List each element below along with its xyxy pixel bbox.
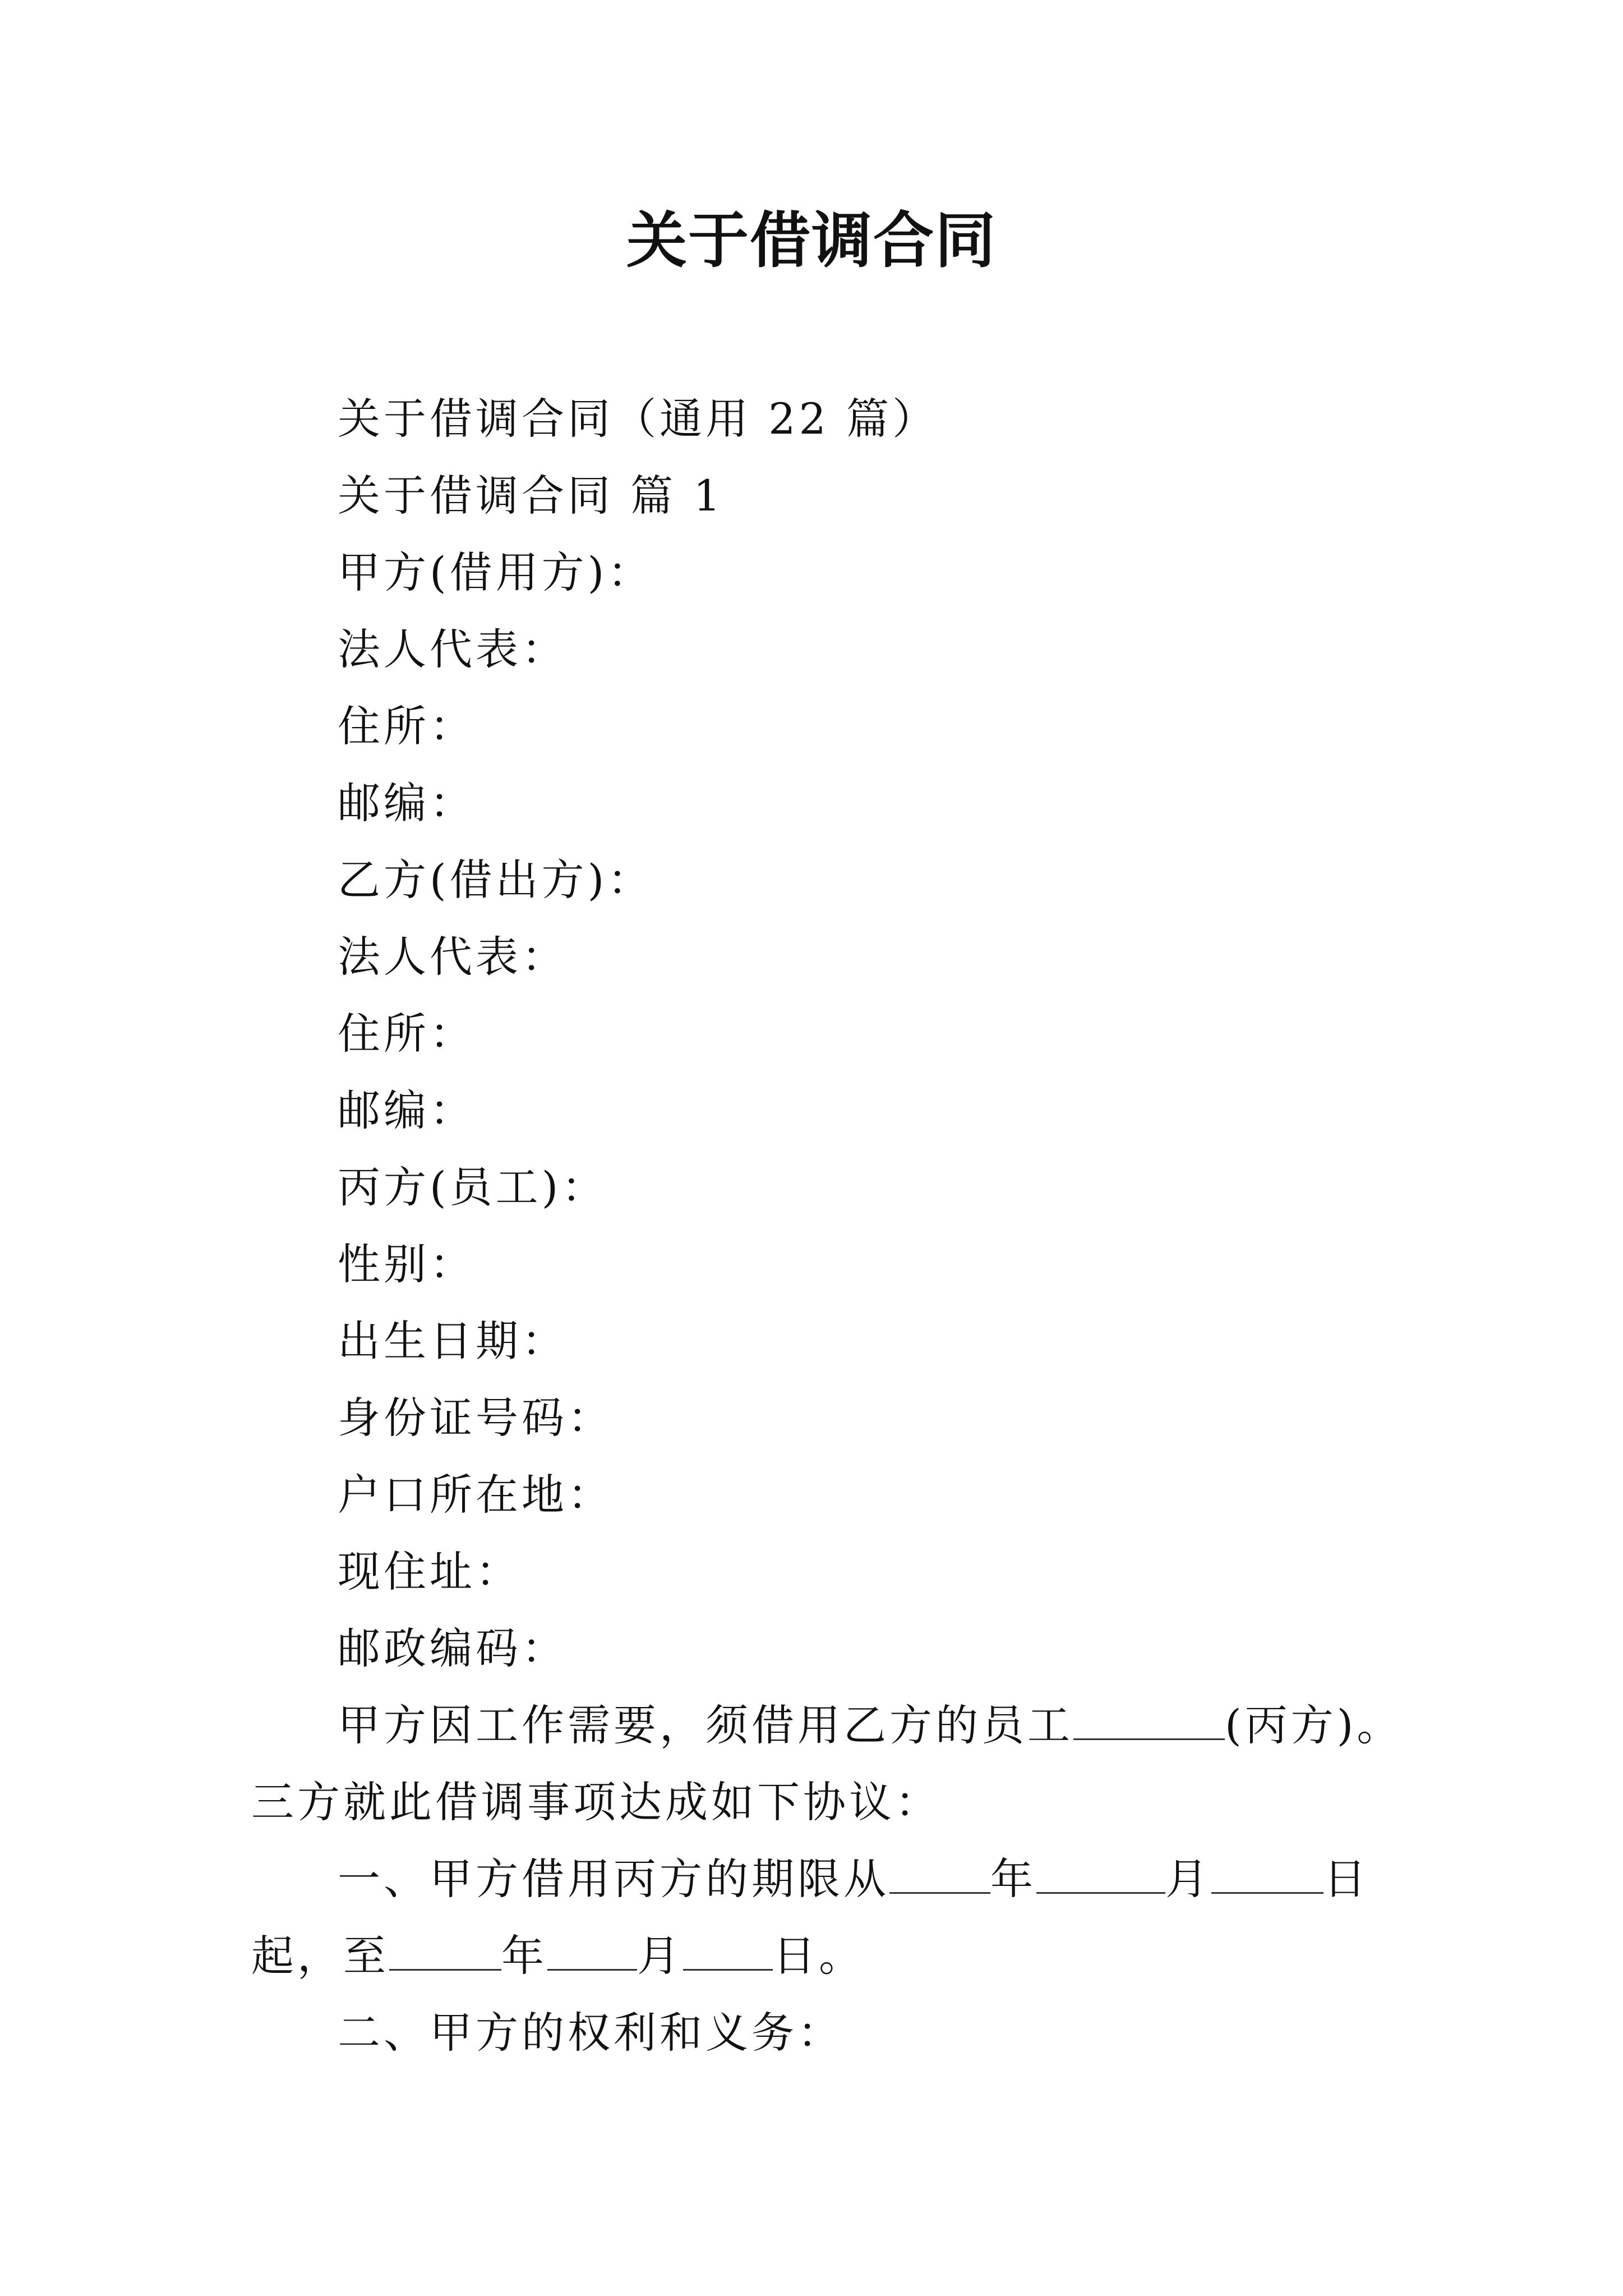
hukou-line: 户口所在地： <box>338 1470 614 1520</box>
document-body <box>251 380 1403 2071</box>
section-heading: 关于借调合同 篇 1 <box>338 471 724 521</box>
blank-end-year <box>389 1934 501 1971</box>
party-b-address-line: 住所： <box>338 1009 476 1059</box>
birth-date-line: 出生日期： <box>338 1316 568 1366</box>
subtitle-line: 关于借调合同（通用 22 篇） <box>338 394 939 444</box>
text-span: 月 <box>637 1931 683 1981</box>
paragraph-agreement-intro <box>251 1687 1403 1841</box>
blank-end-day <box>683 1934 773 1971</box>
text-span: 日 <box>1324 1854 1370 1904</box>
text-span: 日。 <box>773 1931 865 1981</box>
party-b-zip-line: 邮编： <box>338 1085 476 1135</box>
party-c-line: 丙方(员工)： <box>338 1162 608 1212</box>
party-a-address-line: 住所： <box>338 701 476 751</box>
text-span: 起，至 <box>251 1931 389 1981</box>
document-title: 关于借调合同 <box>626 206 997 276</box>
postal-code-line: 邮政编码： <box>338 1623 568 1673</box>
paragraph-line <box>251 1841 1395 1917</box>
blank-end-month <box>547 1934 637 1971</box>
party-b-rep-line: 法人代表： <box>338 932 568 982</box>
paragraph-rights-heading: 二、甲方的权利和义务： <box>338 2008 843 2058</box>
text-span: 年 <box>501 1931 547 1981</box>
blank-employee-name <box>1073 1704 1225 1740</box>
text-span: 月 <box>1165 1854 1211 1904</box>
paragraph-line: 三方就此借调事项达成如下协议： <box>251 1777 941 1827</box>
text-span: (丙方)。 <box>1225 1700 1403 1750</box>
paragraph-term <box>251 1841 1395 1994</box>
paragraph-line <box>251 1687 1403 1764</box>
text-span: 甲方因工作需要，须借用乙方的员工 <box>338 1700 1073 1750</box>
party-a-zip-line: 邮编： <box>338 778 476 828</box>
party-b-line: 乙方(借出方)： <box>338 855 654 905</box>
text-span: 一、甲方借用丙方的期限从 <box>338 1854 889 1904</box>
current-address-line: 现住址： <box>338 1547 522 1596</box>
text-span: 年 <box>990 1854 1036 1904</box>
blank-start-day <box>1211 1857 1324 1894</box>
party-a-rep-line: 法人代表： <box>338 624 568 674</box>
party-a-line: 甲方(借用方)： <box>338 547 654 597</box>
gender-line: 性别： <box>338 1239 476 1289</box>
blank-start-year <box>889 1857 990 1894</box>
paragraph-line <box>251 1917 1395 1994</box>
id-number-line: 身份证号码： <box>338 1393 614 1443</box>
blank-start-month <box>1036 1857 1165 1894</box>
